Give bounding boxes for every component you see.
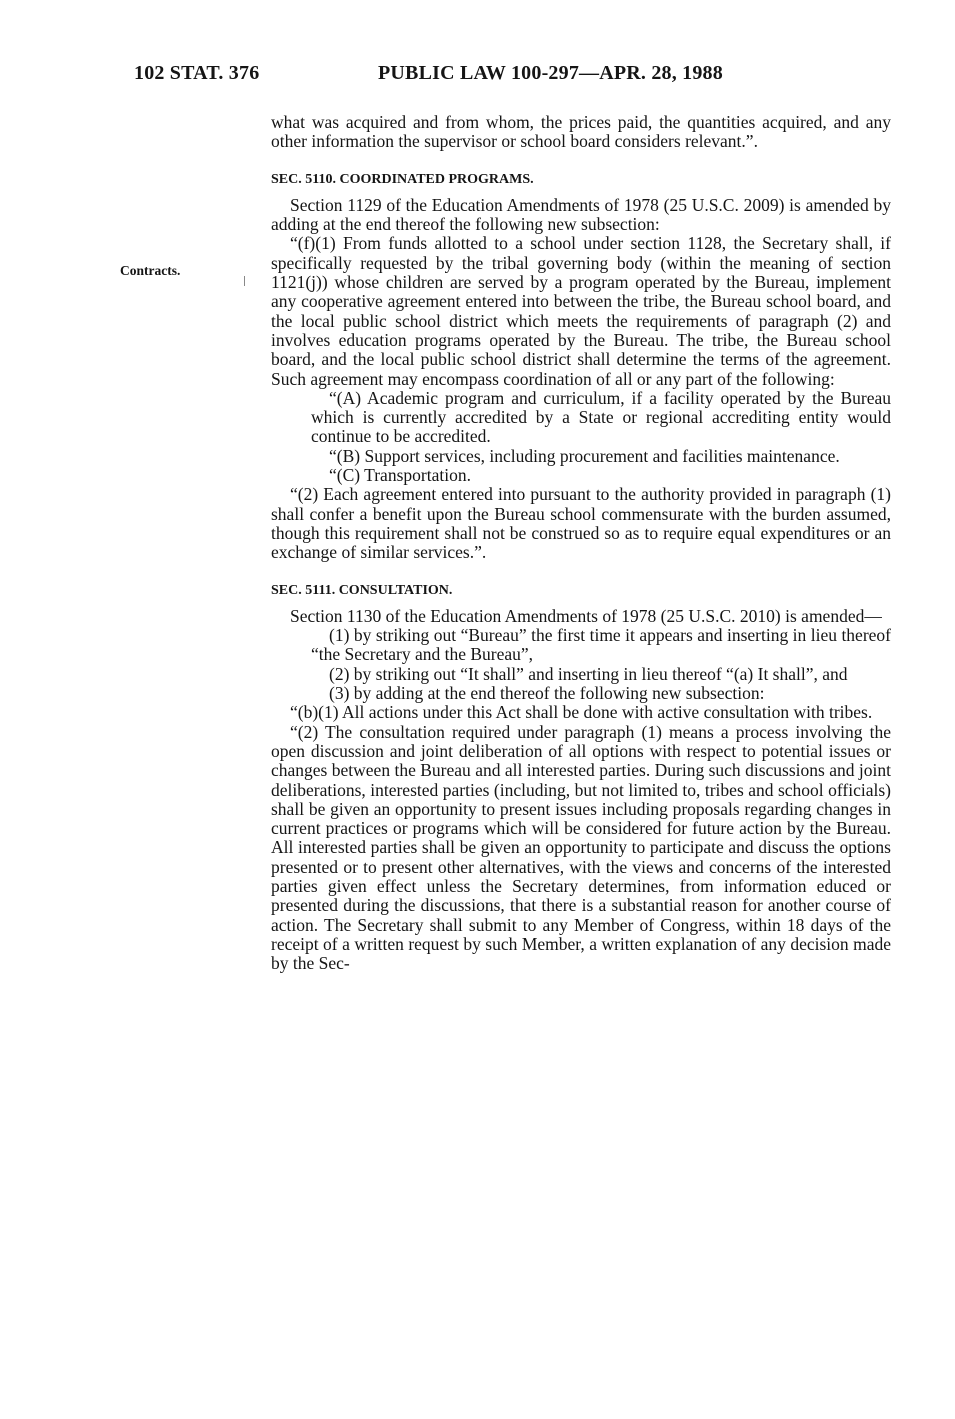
law-title: PUBLIC LAW 100-297—APR. 28, 1988 (378, 62, 723, 84)
paragraph-item-c: “(C) Transportation. (329, 465, 471, 486)
paragraph-section-1129: Section 1129 of the Education Amendments of 1978 (25 U.S.C. 2009) is amended by adding at the end thereof the following new subsection: (271, 194, 891, 235)
paragraph-subsection-b1: “(b)(1) All actions under this Act shall be done with active consultation with tribes. (290, 702, 873, 723)
paragraph-item-1: (1) by striking out “Bureau” the first time it appears and inserting in lieu thereof “the Secretary and the Bureau”, (311, 625, 891, 665)
body-text (271, 113, 891, 973)
paragraph-continuation: what was acquired and from whom, the prices paid, the quantities acquired, and any other information the supervisor or school board considers relevant.”. (271, 112, 891, 152)
stat-reference: 102 STAT. 376 (134, 62, 260, 84)
paragraph-section-1130: Section 1130 of the Education Amendments of 1978 (25 U.S.C. 2010) is amended— (290, 605, 882, 626)
section-heading-5111: SEC. 5111. CONSULTATION. (271, 582, 453, 598)
paragraph-subsection-f1: “(f)(1) From funds allotted to a school under section 1128, the Secretary shall, if specifically requested by the tribal governing body (within the meaning of section 1121(j)) whose children are served by a program operated by the Bureau, implement any cooperative agreement entered into between the tribe, the Bureau school board, and the local public school district which meets the requirements of paragraph (2) and involves education programs operated by the Bureau. The tribe, the Bureau school board, and the local public school district shall determine the terms of the agreement. Such agreement may encompass coordination of all or any part of the following: (271, 233, 891, 389)
paragraph-item-2: (2) by striking out “It shall” and inserting in lieu thereof “(a) It shall”, and (329, 663, 848, 684)
paragraph-item-a: “(A) Academic program and curriculum, if a facility operated by the Bureau which is currently accredited by a State or regional accrediting entity would continue to be accredited. (311, 387, 891, 447)
paragraph-subsection-f2: “(2) Each agreement entered into pursuant to the authority provided in paragraph (1) shall confer a benefit upon the Bureau school commensurate with the burden assumed, though this requirement shall not be construed so as to require equal expenditures or an exchange of similar services.”. (271, 484, 891, 563)
paragraph-item-3: (3) by adding at the end thereof the following new subsection: (329, 683, 765, 704)
margin-note: Contracts. (120, 263, 181, 278)
paragraph-subsection-b2: “(2) The consultation required under paragraph (1) means a process involving the open discussion and joint deliberation of all options with respect to potential issues or changes between the Bureau and all interested parties. During such discussions and joint deliberations, interested parties (including, but not limited to, tribes and school officials) shall be given an opportunity to present issues including proposals regarding changes in current practices or programs which will be considered for future action by the Bureau. All interested parties shall be given an opportunity to participate and discuss the options presented or to present other alternatives, with the views and concerns of the interested parties given effect unless the Secretary determines, from information educed or presented during the discussions, that there is a substantial reason for another course of action. The Secretary shall submit to any Member of Congress, within 18 days of the receipt of a written request by such Member, a written explanation of any decision made by the Sec- (271, 721, 891, 974)
paragraph-item-b: “(B) Support services, including procurement and facilities maintenance. (329, 445, 840, 466)
margin-tick-mark (244, 276, 245, 286)
section-heading-5110: SEC. 5110. COORDINATED PROGRAMS. (271, 171, 534, 187)
